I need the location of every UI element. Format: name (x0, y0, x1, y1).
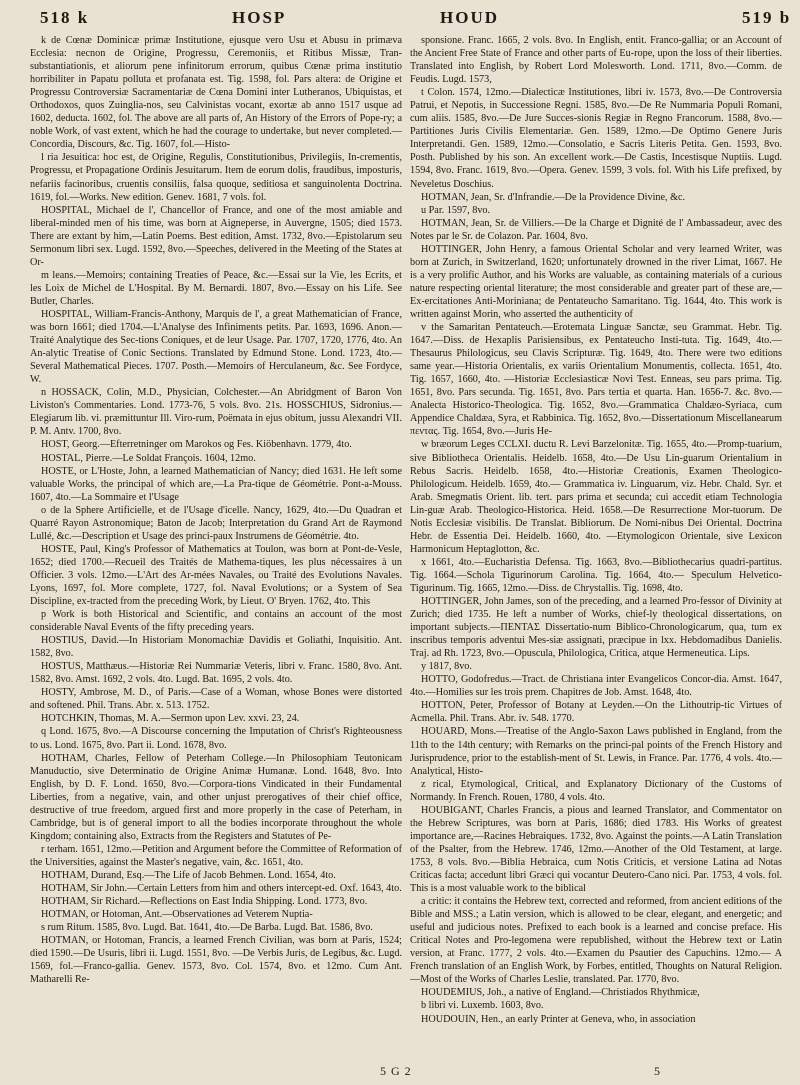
catalogue-entry: HOSTAL, Pierre.—Le Soldat François. 1604, 12mo. (41, 452, 256, 464)
catalogue-entry: z rical, Etymological, Critical, and Explanatory Dictionary of the Customs of Normandy. In French. Rouen, 1780, 4 vols. 4to. (410, 778, 782, 803)
catalogue-entry: HOUARD, Mons.—Treatise of the Anglo-Saxon Laws published in England, from the 11th to the 14th century; with Remarks on the princi-pal points of the French History and Jurisprudence, prior to the establish-ment of St. Lewis, in France. Par. 1776, 4 vols. 4to.—Analytical, Histo- (410, 726, 782, 777)
catalogue-entry: HOTTINGER, John James, son of the preceding, and a learned Pro-fessor of Divinity at Zurich; died 1735. He left a number of Works, chief-ly theological dissertations, on important subjects.—ΠΕΝΤΑΣ Dissertatio-num Biblico-Chronologicarum, qua, tum ex inscribus temporis adventui Mes-siæ assignati, præcipue in lxx. Hebdomadibus Danielis. Traj. ad Rh. 1723, 8vo.—Opuscula, Philologica, Critica, atque Hermeneutica. Lips. (410, 596, 782, 660)
catalogue-entry: r terham. 1651, 12mo.—Petition and Argument before the Committee of Reformation of the Universities, against the Master's negative, vain, &c. 1651, 4to. (30, 843, 402, 868)
catalogue-entry: HOUDOUIN, Hen., an early Printer at Geneva, who, in association (421, 1013, 696, 1025)
catalogue-entry: m leans.—Memoirs; containing Treaties of Peace, &c.—Essai sur la Vie, les Ecrits, et les Loix de Michel de L'Hospital. By M. Bernardi. 1807, 8vo.—Essay on his Life. See Butler, Charles. (30, 269, 402, 307)
catalogue-entry: HOTCHKIN, Thomas, M. A.—Sermon upon Lev. xxvi. 23, 24. (41, 713, 300, 725)
catalogue-entry: HOTMAN, Jean, Sr. de Villiers.—De la Charge et Dignité de l' Ambassadeur, avec des Notes par le Sr. de Colazon. Par. 1604, 8vo. (410, 217, 782, 242)
catalogue-entry: HOTMAN, or Hotoman, Francis, a learned French Civilian, was born at Paris, 1524; died 1590.—De Usuris, libri ii. Lugd. 1551, 8vo. —De Verbis Juris, de Legibus, &c. Lugd. 1569, fol.—Franco-gallia. Genev. 1573, 8vo. Col. 1574, 8vo. et 12mo. Cum Ant. Matharelli Re- (30, 935, 402, 986)
catalogue-entry: HOSTY, Ambrose, M. D., of Paris.—Case of a Woman, whose Bones were distorted and softened. Phil. Trans. Abr. x. 513. 1752. (30, 687, 402, 712)
catalogue-entry: b libri vi. Luxemb. 1603, 8vo. (421, 1000, 544, 1012)
right-catchword: HOUD (440, 8, 499, 27)
catalogue-entry: t Colon. 1574, 12mo.—Dialecticæ Institutiones, libri iv. 1573, 8vo.—De Controversia Patrui, et Nepotis, in Successione Regni. 1585, 8vo.—De Re Nummaria Populi Romani, cum aliis. 1585, 8vo.—De Jure Succes-sionis Regiæ in Regno Francorum. 1588, 8vo.—Partitiones Juris Civilis Elementariæ. Gen. 1589, 12mo.—De Optimo Genere Juris Interpretandi. Gen. 1589, 12mo.—Consolatio, e Sacris Literis Petita. Gen. 1593, 8vo. Posth. Published by his son. An excellent work.—De Castis, Incestisque Nuptiis. Lugd. 1594, 8vo. Franc. 1619, 8vo.—Opera. Genev. 1599, 3 vols. fol. With his Life prefixed, by Neveletus Doschius. (410, 87, 782, 190)
catalogue-entry: HOTTON, Peter, Professor of Botany at Leyden.—On the Lithoutrip-tic Virtues of Acmella. Phil. Trans. Abr. iv. 548. 1770. (410, 700, 782, 725)
catalogue-entry: HOSTUS, Matthæus.—Historiæ Rei Nummariæ Veteris, libri v. Franc. 1580, 8vo. Ant. 1582, 8vo. Amst. 1692, 2 vols. 4to. Lugd. Bat. 1695, 2 vols. 4to. (30, 661, 402, 686)
catalogue-entry: y 1817, 8vo. (421, 661, 472, 673)
catalogue-entry: HOSTE, Paul, King's Professor of Mathematics at Toulon, was born at Pont-de-Vesle, 1652; died 1700.—Recueil des Traités de Mathema-tiques, les plus nécessaires à un Officier. 3 vols. 12mo.—L'Art des Ar-mées Navales, ou Traité des Evolutions Navales. Lyons, 1697, fol. More complete, 1727, fol. Naval Evolutions; or a System of Sea Discipline, ex-tracted from the preceding Work, by Lieut. O' Bryen. 1762, 4to. This (30, 543, 402, 608)
catalogue-entry: v the Samaritan Pentateuch.—Erotemata Linguæ Sanctæ, seu Grammat. Hebr. Tig. 1647.—Diss. de Hexaplis Parisiensibus, ex Pentateucho Insti-tuta. Tig. 1649, 4to.—Thesaurus Philologicus, seu Clavis Scripturæ. Tig. 1649, 4to. There were two editions same year.—Historia Orientalis, ex variis Orientalium Monumentis, collecta. 1651, 4to. Tig. 1657, 1660, 4to. —Historiæ Ecclesiasticæ Novi Test. Enneas, seu pars prima. Tig. 1651, 8vo. Pars secunda. Tig. 1651, 8vo. Pars tertia et quarta. Han. 1656-7. &c. 8vo.—Analecta Historico-Theologica. Tig. 1652, 8vo.—Grammatica Chaldæo-Syriaca, cum Appendice Chaldæa, Syra, et Rabbinica. Tig. 1652, 8vo.—Dissertationum Miscellanearum πεντας. Tig. 1654, 8vo.—Juris He- (410, 322, 782, 438)
catalogue-entry: HOUDEMIUS, Joh., a native of England.—Christiados Rhythmicæ, (421, 987, 700, 999)
catalogue-entry: HOSPITAL, Michael de l', Chancellor of France, and one of the most amiable and liberal-minded men of his time, was born at Aigneperse, in Auvergne, 1505; died 1573. There are extant by him,—Latin Poems. Best edition, Amst. 1732, 8vo.—Epistolarum seu Sermonum libri sex. Lugd. 1592, 8vo.—Speeches, delivered in the Meeting of the States at Or- (30, 204, 402, 268)
catalogue-entry: n HOSSACK, Colin, M.D., Physician, Colchester.—An Abridgment of Baron Von Liviston's Commentaries. Lond. 1773-76, 5 vols. 8vo. 21s. HOSSCHIUS, Sidronius.—Elegiarum lib. vi. præmittuntur Ill. Viro-rum, Poëmata in ejus obitum, jussu Alexandri VII. P. M. Antv. 1700, 8vo. (30, 387, 402, 438)
catalogue-entry: HOTHAM, Charles, Fellow of Peterham College.—In Philosophiam Teutonicam Manuductio, sive Determinatio de Origine Animæ Humanæ. Lond. 1648, 8vo. Into English, by D. F. Lond. 1650, 8vo.—Corpora-tions Vindicated in their Fundamental Liberties, from a negative, vain, and other unjust prerogatives of their chief office, destructive of true freedom, argued first and more properly in the case of Peterham, in Cambridge, but is of general import to all the bodies incorporate throughout the whole Kingdom; containing also, Extracts from the Registers and Statutes of Pe- (30, 752, 402, 842)
catalogue-entry: s rum Ritum. 1585, 8vo. Lugd. Bat. 1641, 4to.—De Barba. Lugd. Bat. 1586, 8vo. (41, 922, 373, 934)
catalogue-entry: w bræorum Leges CCLXI. ductu R. Levi Barzelonitæ. Tig. 1655, 4to.—Promp-tuarium, sive Bibliotheca Orientalis. Heidelb. 1658, 4to.—De Usu Lin-guarum Orientalium in Rebus Sacris. Heidelb. 1658, 4to.—Historiæ Creationis, Examen Theologico-Philologicum. Heidelb. 1659, 4to.— Grammatica iv. Linguarum, viz. Hebr. Chald. Syr. et Arab. Smegmatis Orient. lib. tert. pars prima et secunda; cui accedit etiam Technologia Lin-guæ Arab. Theologico-Historica. Heid. 1658.—De Resurrectione Mor-tuorum. De Notis Ecclesiæ visibilis. De Translat. Bibliorum. De Nomi-nibus Dei Oriental. Doctrina Hebr. de Essentia Dei. Heidelb. 1660, 4to. —Etymologicon Orientale, sive Lexicon Harmonicum Heptaglotton, &c. (410, 439, 782, 555)
catalogue-entry: HOST, Georg.—Efterretninger om Marokos og Fes. Kiöbenhavn. 1779, 4to. (41, 439, 352, 451)
catalogue-entry: k de Cœnæ Dominicæ primæ Institutione, ejusque vero Usu et Abusu in primæva Ecclesia: necnon de Origine, Progressu, Ceremoniis, et Ritibus Missæ, Tran-substantiationis, et aliorum pene infinitorum errorum, quibus Cœnæ prima institutio horribiliter in Papatu polluta et profanata est. Tig. 1598, fol. Pars altera: de Origine et Progressu Controversiæ Sacramentariæ de Cœna Domini inter Lutheranos, Ubiquistas, et Orthodoxos, quos Zuinglia-nos, seu Calvinistas vocant, exortæ ab anno 1517 usque ad 1602, deducta. 1602, fol. The above are all parts of, An History of the Errors of Pope-ry; a noble Work, of vast extent, which he had the courage to undertake, but never completed.—Concordia, Discours, &c. Tig. 1607, fol.—Histo- (30, 35, 402, 151)
catalogue-entry: u Par. 1597, 8vo. (421, 204, 491, 216)
catalogue-entry: HOSTE, or L'Hoste, John, a learned Mathematician of Nancy; died 1631. He left some valuable Works, the principal of which are,—La Pra-tique de Géométrie. Pont-a-Mouss. 1607, 4to.—La Sommaire et l'Usage (30, 465, 402, 503)
catalogue-entry: HOTMAN, or Hotoman, Ant.—Observationes ad Veterem Nuptia- (41, 909, 313, 921)
catalogue-entry: HOUBIGANT, Charles Francis, a pious and learned Translator, and Commentator on the Hebrew Scriptures, was born at Paris, 1686; died 1783. His Works of greatest importance are,—Racines Hebraiques. 1732, 8vo. Against the points.—A Latin Translation of the Psalter, from the Hebrew. 1746, 12mo.—Another of the Old Testament, at large. 1753, 8 vols. 8vo.—Biblia Hebraica, cum Notis Criticis, et versione Latina ad Notas Criticas facta; accedunt libri Græci qui vocantur Deutero-Cano nici. Par. 1753, 4 vols. fol. This is a most valuable work to the biblical (410, 804, 782, 895)
catalogue-entry: q Lond. 1675, 8vo.—A Discourse concerning the Imputation of Christ's Righteousness to us. Lond. 1675, 8vo. Part ii. Lond. 1678, 8vo. (30, 726, 402, 751)
catalogue-entry: x 1661, 4to.—Eucharistia Defensa. Tig. 1663, 8vo.—Bibliothecarius quadri-partitus. Tig. 1664.—Schola Tigurinorum Carolina. Tig. 1664, 4to.— Speculum Helvetico-Tigurinum. Tig. 1665, 12mo.—Diss. de Chrystallis. Tig. 1698, 4to. (410, 556, 782, 594)
running-header (0, 8, 800, 32)
catalogue-entry: HOSTIUS, David.—In Historiam Monomachiæ Davidis et Goliathi, Inquisitio. Ant. 1582, 8vo. (30, 635, 402, 660)
page-footer (0, 1064, 800, 1080)
catalogue-entry: HOTHAM, Durand, Esq.—The Life of Jacob Behmen. Lond. 1654, 4to. (41, 870, 336, 881)
catalogue-entry: HOTHAM, Sir Richard.—Reflections on East India Shipping. Lond. 1773, 8vo. (41, 896, 368, 908)
catalogue-entry: HOTHAM, Sir John.—Certain Letters from him and others intercept-ed. Oxf. 1643, 4to. (41, 883, 402, 895)
catalogue-entry: HOTMAN, Jean, Sr. d'Infrandie.—De la Providence Divine, &c. (421, 191, 686, 203)
left-column (30, 34, 402, 1064)
catalogue-entry: a critic: it contains the Hebrew text, corrected and reformed, from ancient editions of the Bible and MSS.; a Latin version, which is allowed to be clear, elegant, and energetic; and useful and judicious notes. Prefixed to each book is a learned and concise preface. His Critical Notes and Pro-legomena were republished, without the Hebrew text or Latin version, at Franc. 1777, 2 vols. 4to.—Examen du Psautier des Capuchins. 12mo.— A French translation of an English Work, by Forbes, entitled, Thoughts on Natural Religion.—Most of the Works of Charles Leslie, translated. Par. 1770, 8vo. (410, 896, 782, 986)
footer-mark: 5 (654, 1064, 661, 1078)
signature-mark: 5 G 2 (380, 1064, 412, 1078)
right-page-number: 519 b (742, 8, 792, 27)
catalogue-entry: HOTTO, Godofredus.—Tract. de Christiana inter Evangelicos Concor-dia. Amst. 1647, 4to.—Homilies sur les trois prem. Chapitres de Job. Amst. 1648, 4to. (410, 674, 782, 699)
catalogue-entry: o de la Sphere Artificielle, et de l'Usage d'icelle. Nancy, 1629, 4to.—Du Quadran et Quarré Rayon Astronomique; Baton de Jacob; Interpretation du Grand Art de Raymond Lullé, &c.—Description et Usage des princi-paux Instrumens de Géométrie. 4to. (30, 504, 402, 542)
left-catchword: HOSP (232, 8, 287, 27)
catalogue-entry: HOTTINGER, John Henry, a famous Oriental Scholar and very learned Writer, was born at Zurich, in Switzerland, 1620; unfortunately drowned in the river Limat, 1667. He is a very prolific Author, and his Works are valuable, as containing materials of a curious nature respecting oriental literature; the most considerable and greater part of these are,—Ex-ercitationes Anti-Moriniana; de Pentateucho Samaritano. Tig. 1644, 4to. This work is written against Morin, who asserted the authenticity of (410, 243, 782, 320)
catalogue-entry: sponsione. Franc. 1665, 2 vols. 8vo. In English, entit. Franco-gallia; or an Account of the Ancient Free State of France and other parts of Eu-rope, upon the loss of their liberties. Translated into English, by Robert Lord Molesworth. Lond. 1711, 8vo.—Comm. de Feudis. Lugd. 1573, (410, 35, 782, 86)
catalogue-entry: l ria Jesuitica: hoc est, de Origine, Regulis, Constitutionibus, Privilegiis, In-crementis, Progressu, et Propagatione Ordinis Jesuitarum. Item de eorum dolis, fraudibus, imposturis, nefariis facinoribus, cruentis consiliis, falsa quoque, seditiosa et sanguinolenta Doctrina. 1619, fol.—Works. New edition. Genev. 1681, 7 vols. fol. (30, 152, 402, 203)
catalogue-entry: HOSPITAL, William-Francis-Anthony, Marquis de l', a great Mathematician of France, was born 1661; died 1704.—L'Analyse des Infiniments petits. Par. 1693, 1696. Anon.—Traité Analytique des Sec-tions Coniques, et de leur Usage. Par. 1707, 1720, 1776, 4to. An An-alytic Treatise of Conic Sections. Translated by Edmund Stone. Lond. 1723, 4to.—Several Mathematical Pieces. 1707. Posth.—Memoirs of Herculaneum, &c. See Fordyce, W. (30, 308, 402, 386)
left-page-number: 518 k (40, 8, 90, 27)
right-column (410, 34, 782, 1064)
catalogue-entry: p Work is both Historical and Scientific, and contains an account of the most considerable Naval Events of the fifty preceding years. (30, 609, 402, 634)
